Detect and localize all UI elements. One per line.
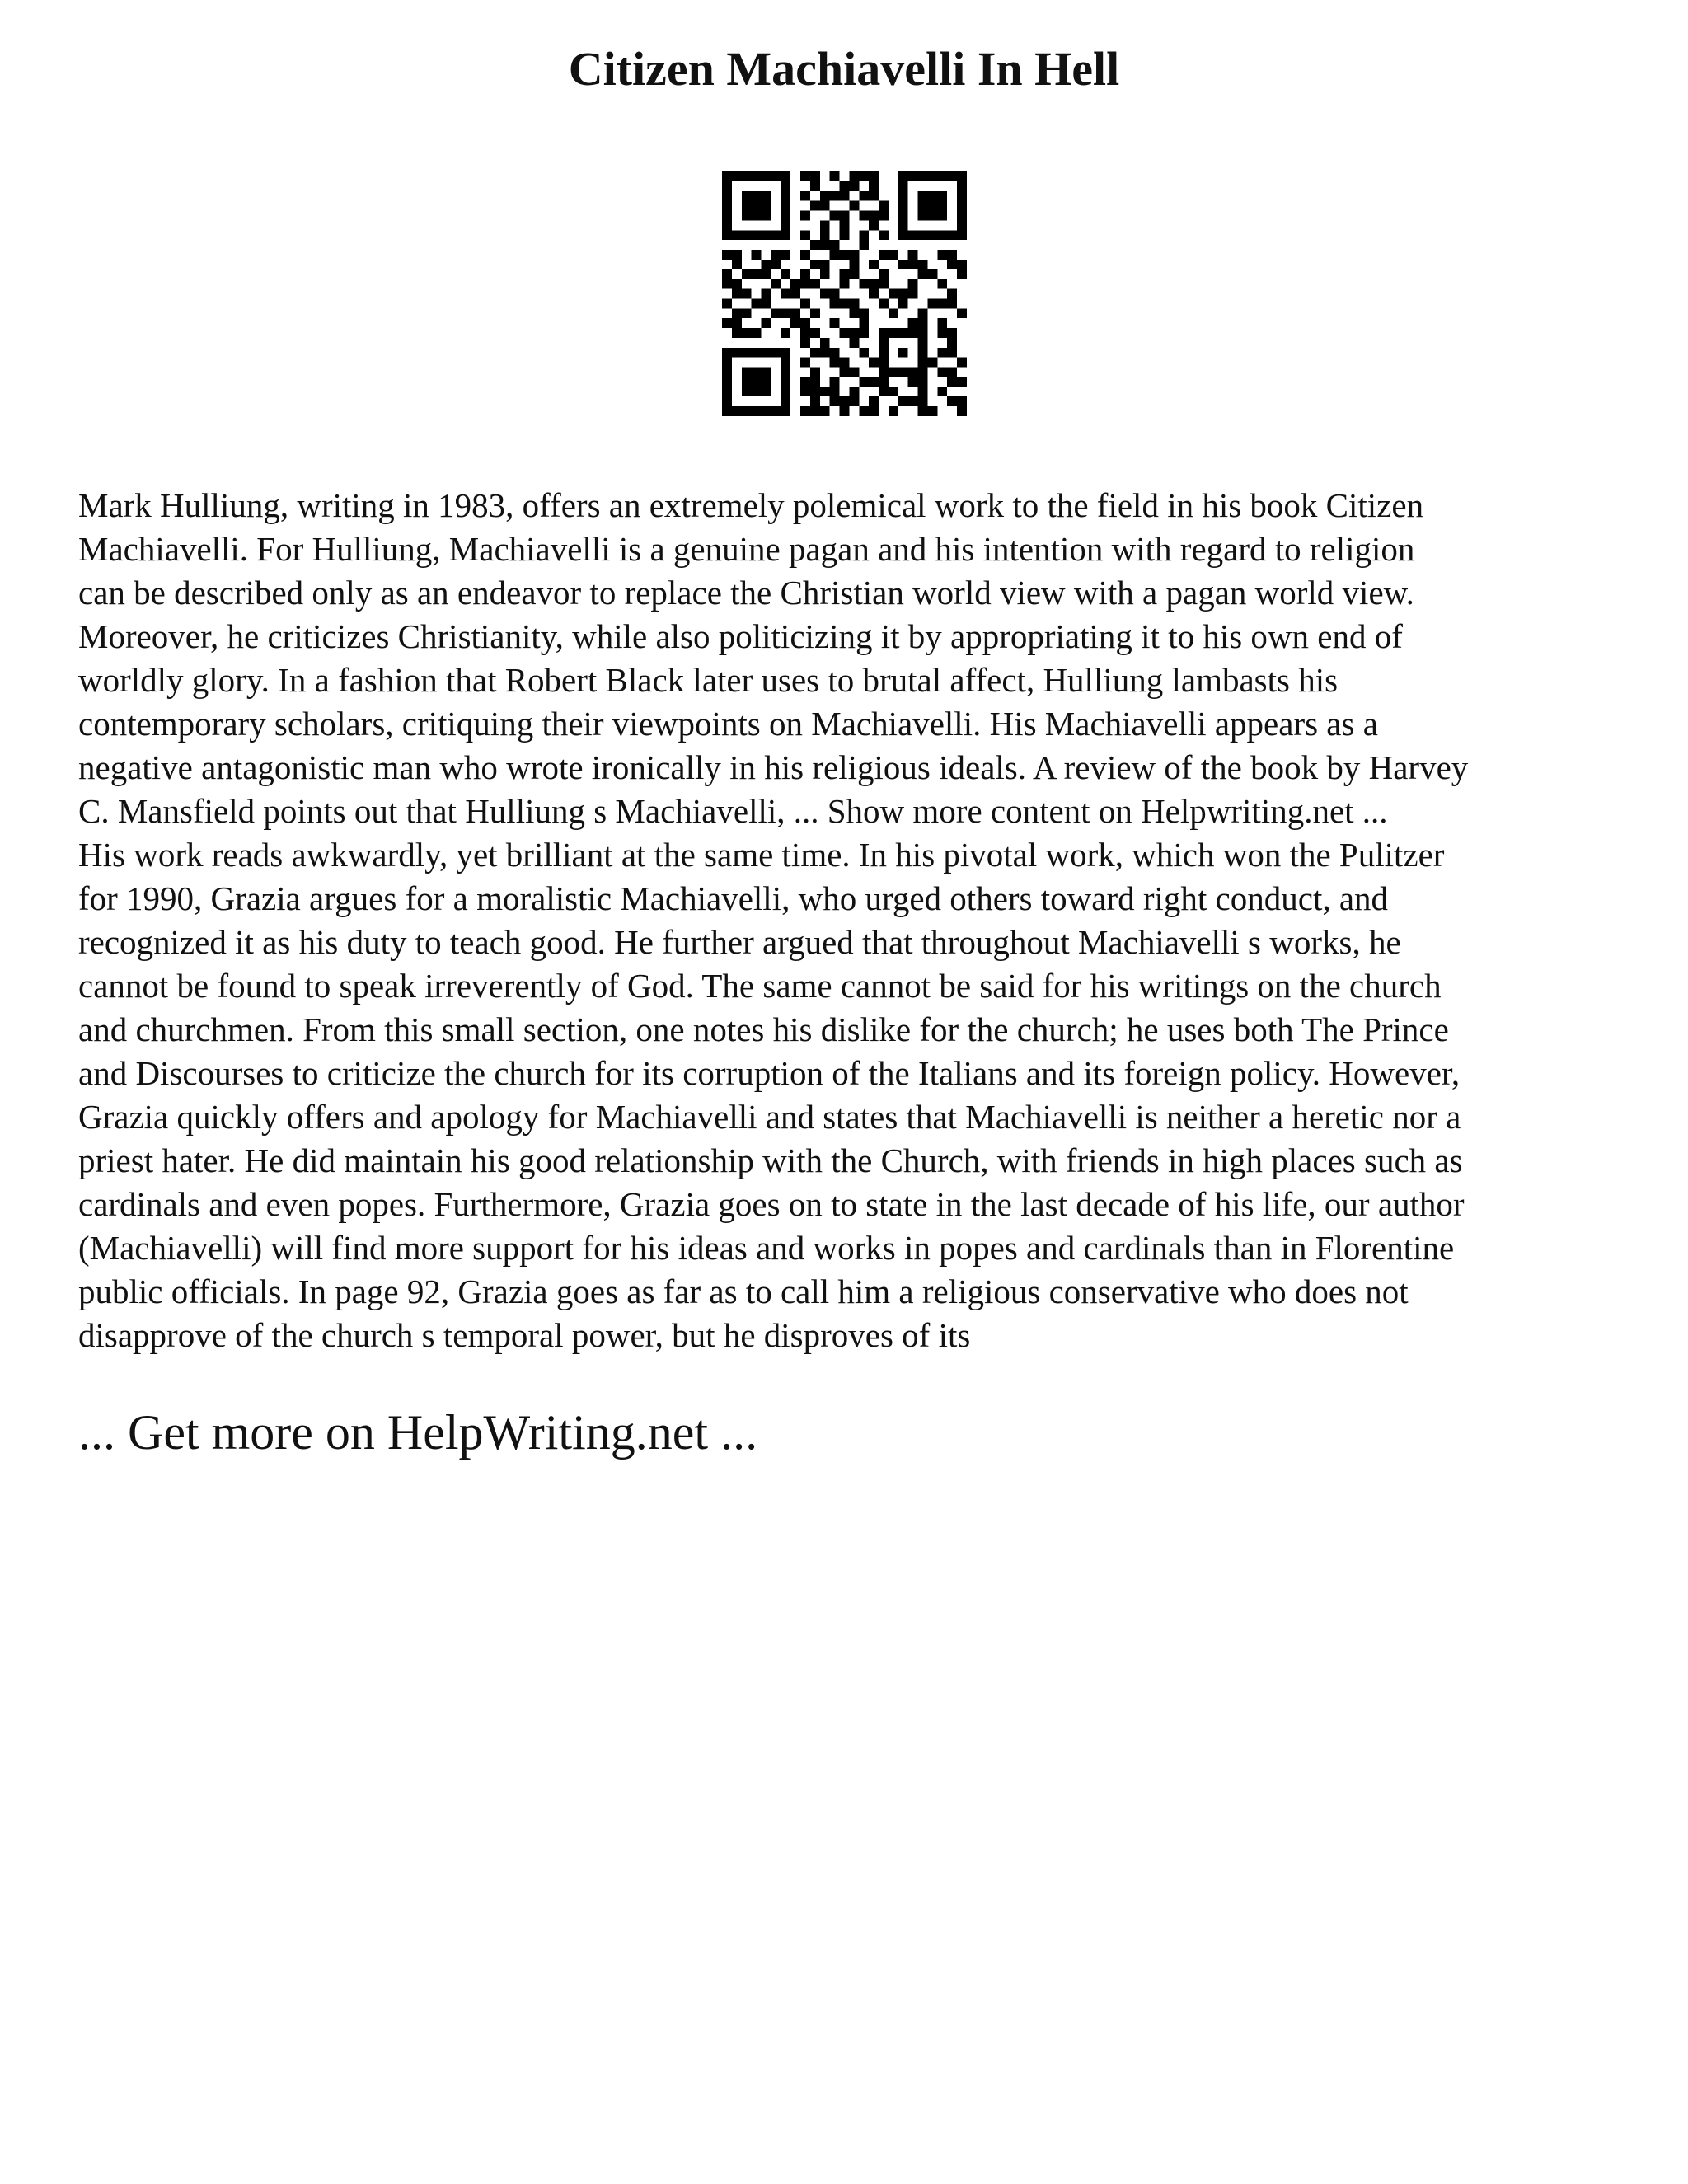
get-more-link[interactable]: ... Get more on HelpWriting.net ... <box>78 1405 758 1460</box>
body-line-14: and Discourses to criticize the church for its corruption of the Italians and its foreign policy. However, <box>78 1054 1461 1092</box>
body-line-1: Mark Hulliung, writing in 1983, offers an extremely polemical work to the field in his book Citizen <box>78 486 1424 524</box>
body-line-7: negative antagonistic man who wrote ironically in his religious ideals. A review of the book by Harvey <box>78 748 1469 786</box>
qr-code-image <box>722 171 967 416</box>
document-title: Citizen Machiavelli In Hell <box>568 42 1120 96</box>
body-line-18: (Machiavelli) will find more support for his ideas and works in popes and cardinals than in Florentine <box>78 1229 1455 1267</box>
body-line-8: C. Mansfield points out that Hulliung s Machiavelli, ... Show more content on Helpwriting.net ... <box>78 792 1388 830</box>
body-line-2: Machiavelli. For Hulliung, Machiavelli is a genuine pagan and his intention with regard to religion <box>78 530 1415 568</box>
body-line-5: worldly glory. In a fashion that Robert Black later uses to brutal affect, Hulliung lambasts his <box>78 661 1339 699</box>
body-line-11: recognized it as his duty to teach good. He further argued that throughout Machiavelli s works, he <box>78 923 1401 961</box>
body-line-20: disapprove of the church s temporal power, but he disproves of its <box>78 1316 971 1354</box>
body-line-16: priest hater. He did maintain his good relationship with the Church, with friends in high places such as <box>78 1141 1463 1179</box>
article-body <box>78 484 1628 1357</box>
body-line-4: Moreover, he criticizes Christianity, while also politicizing it by appropriating it to his own end of <box>78 617 1403 655</box>
qr-code-icon <box>722 171 967 416</box>
body-line-17: cardinals and even popes. Furthermore, Grazia goes on to state in the last decade of his life, our author <box>78 1185 1465 1223</box>
body-line-9: His work reads awkwardly, yet brilliant at the same time. In his pivotal work, which won the Pulitzer <box>78 836 1445 874</box>
body-line-15: Grazia quickly offers and apology for Machiavelli and states that Machiavelli is neither a heretic nor a <box>78 1098 1461 1136</box>
body-line-13: and churchmen. From this small section, one notes his dislike for the church; he uses both The Prince <box>78 1010 1449 1048</box>
body-line-12: cannot be found to speak irreverently of God. The same cannot be said for his writings on the church <box>78 967 1442 1005</box>
body-line-6: contemporary scholars, critiquing their viewpoints on Machiavelli. His Machiavelli appears as a <box>78 705 1378 743</box>
body-line-10: for 1990, Grazia argues for a moralistic Machiavelli, who urged others toward right conduct, and <box>78 879 1389 917</box>
body-line-19: public officials. In page 92, Grazia goes as far as to call him a religious conservative who does not <box>78 1272 1409 1310</box>
body-line-3: can be described only as an endeavor to replace the Christian world view with a pagan world view. <box>78 574 1414 612</box>
